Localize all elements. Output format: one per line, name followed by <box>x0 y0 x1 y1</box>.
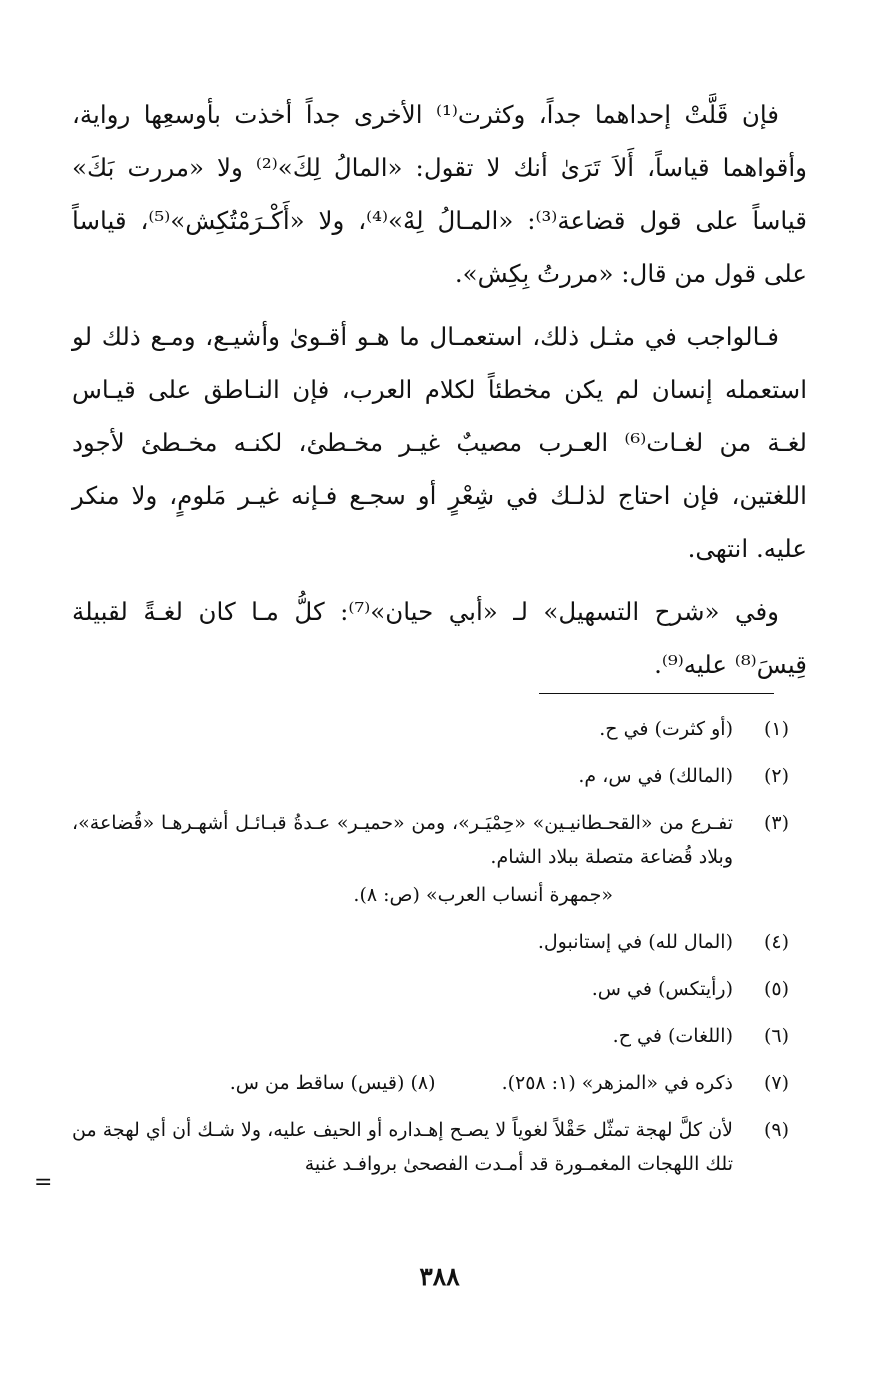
footnote-reference: «جمهرة أنساب العرب» (ص: ٨). <box>353 884 613 906</box>
footnote-line: تفـرع من «القحـطانيـين» «حِمْيَـر»، ومن «حميـر» عـدةُ قبـائـل أشهـرهـا «قُضاعة»، وبلاد قُضاعة متصلة ببلاد الشام. <box>72 812 733 868</box>
footnote-9 <box>72 1113 789 1181</box>
footnote-3 <box>72 806 789 912</box>
footnote-1 <box>72 712 789 746</box>
footnote-number: (٩) <box>763 1119 789 1141</box>
continuation-mark: = <box>34 1170 53 1195</box>
paragraph-3: وفي «شرح التسهيل» لـ «أبي حيان»⁽⁷⁾: كلُّ مـا كان لغـةً لقبيلة قِيسَ⁽⁸⁾ عليه⁽⁹⁾. <box>72 597 807 679</box>
footnote-7-8 <box>72 1066 789 1100</box>
footnote-separator <box>539 693 774 694</box>
footnote-5 <box>72 972 789 1006</box>
footnote-number: (٢) <box>763 765 789 787</box>
footnote-text: لأن كلَّ لهجة تمثّل حَقْلاً لغوياً لا يصـح إهـداره أو الحيف عليه، ولا شـك أن أي لهجة من تلك اللهجات المغمـورة قد أمـدت الفصحىٰ بروافـد غنية <box>72 1119 733 1175</box>
footnote-text <box>72 806 733 912</box>
footnote-8-text: (قيس) ساقط من س. <box>229 1072 405 1094</box>
footnotes <box>72 712 789 1194</box>
footnote-2 <box>72 759 789 793</box>
footnote-4 <box>72 925 789 959</box>
footnote-text <box>72 1066 733 1100</box>
footnote-7-text: ذكره في «المزهر» (١: ٢٥٨). <box>501 1072 733 1094</box>
footnote-text: (المال لله) في إستانبول. <box>537 931 733 953</box>
main-text <box>72 88 807 701</box>
footnote-number: (٧) <box>763 1072 789 1094</box>
paragraph-1: فإن قَلَّتْ إحداهما جداً، وكثرت⁽¹⁾ الأخرى جداً أخذت بأوسعِها رواية، وأقواهما قياساً، أَلاَ تَرَىٰ أنك لا تقول: «المالُ لِكَ»⁽²⁾ ولا «مررت بَكَ» قياساً على قول قضاعة⁽³⁾: «المـالُ لِهْ»⁽⁴⁾، ولا «أَكْـرَمْتُكِش»⁽⁵⁾، قياساً على قول من قال: «مررتُ بِكِش». <box>72 100 807 288</box>
paragraph-2: فـالواجب في مثـل ذلك، استعمـال ما هـو أقـوىٰ وأشيـع، ومـع ذلك لو استعمله إنسان لم يكن مخطئاً لكلام العرب، فإن النـاطق على قيـاس لغـة من لغـات⁽⁶⁾ العـرب مصيبٌ غيـر مخـطئ، لكنـه مخـطئ لأجود اللغتين، فإن احتاج لذلـك في شِعْرٍ أو سجـع فـإنه غيـر مَلومٍ، ولا منكر عليه. انتهى. <box>72 322 807 563</box>
footnote-text: (اللغات) في ح. <box>612 1025 733 1047</box>
footnote-text: (رأيتكس) في س. <box>591 978 733 1000</box>
footnote-number: (٦) <box>763 1025 789 1047</box>
footnote-text: (المالك) في س، م. <box>578 765 733 787</box>
footnote-number: (٤) <box>763 931 789 953</box>
footnote-6 <box>72 1019 789 1053</box>
footnote-number: (١) <box>763 718 789 740</box>
footnote-number: (٣) <box>763 812 789 834</box>
footnote-text: (أو كثرت) في ح. <box>599 718 733 740</box>
page-number: ٣٨٨ <box>419 1262 460 1291</box>
footnote-number: (٥) <box>763 978 789 1000</box>
footnote-8-number: (٨) <box>410 1072 436 1094</box>
